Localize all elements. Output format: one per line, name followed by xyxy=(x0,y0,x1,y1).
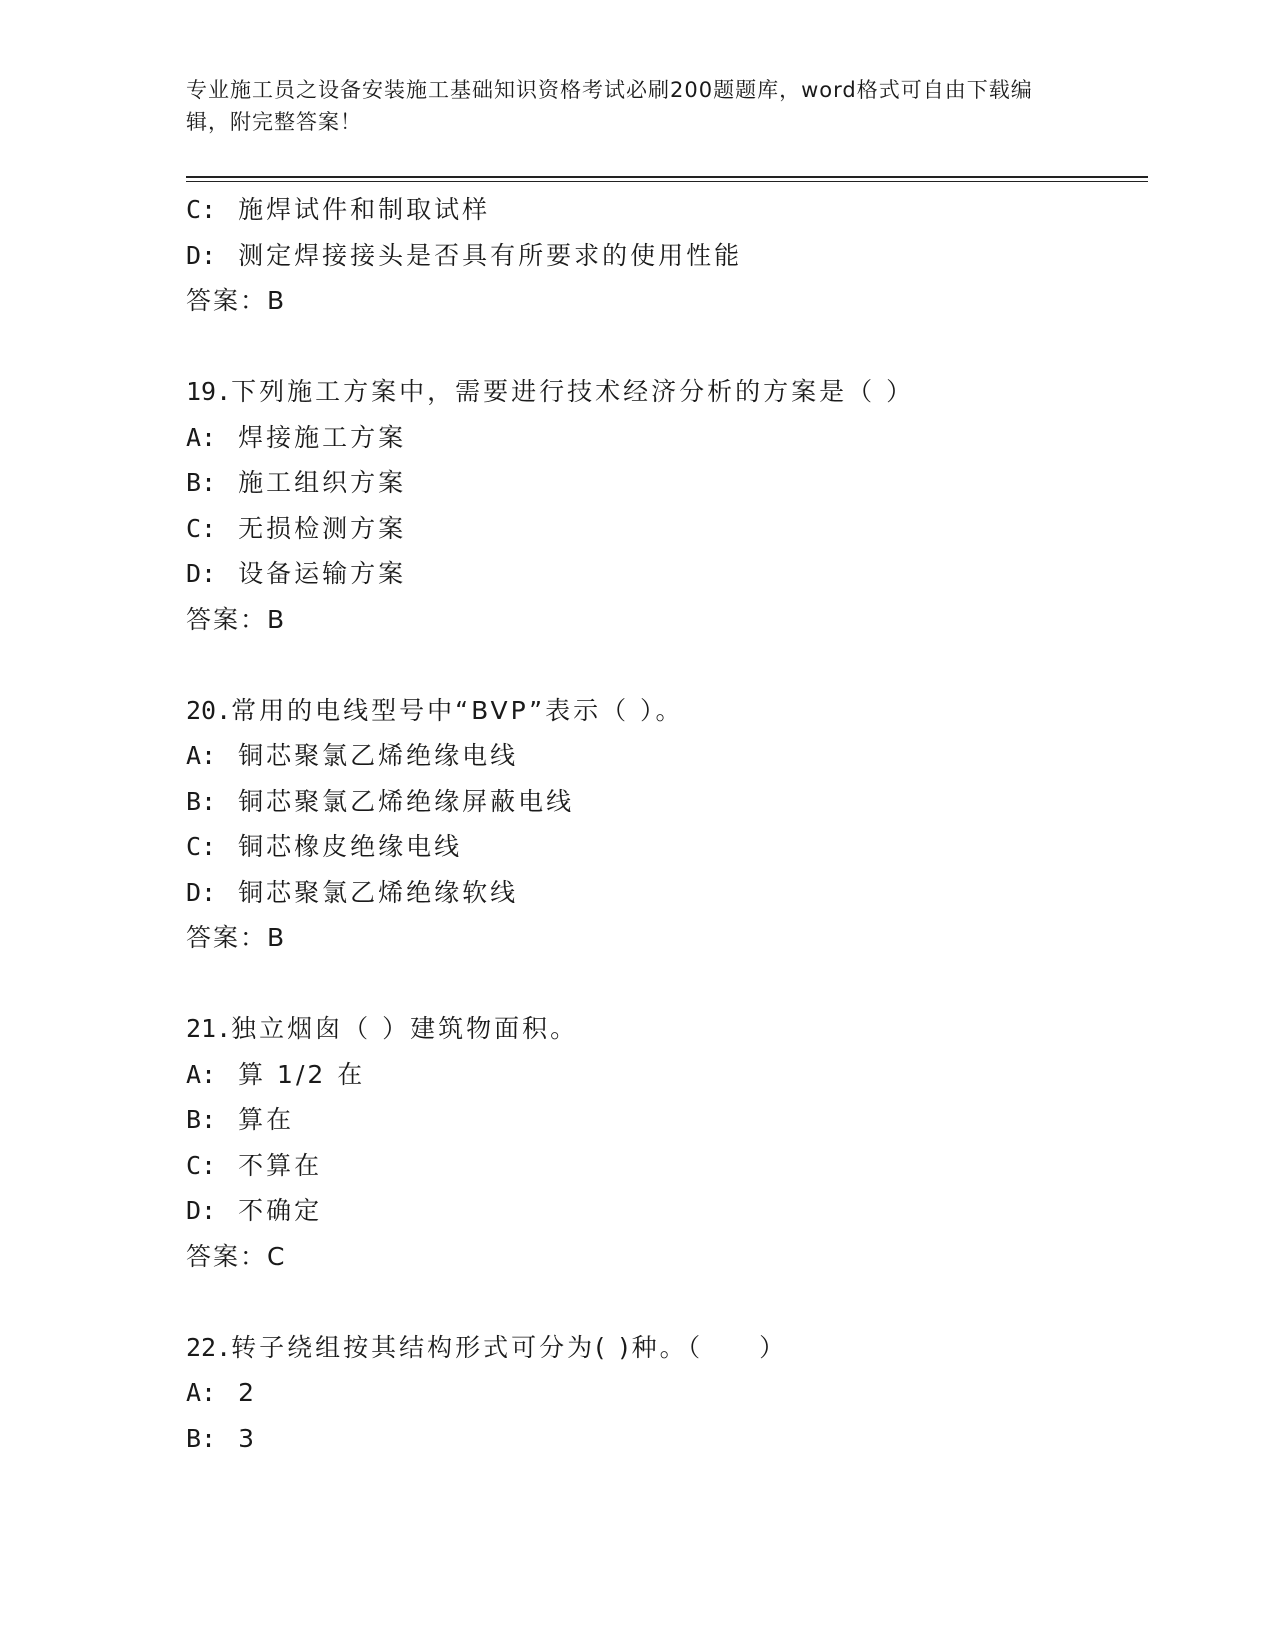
question-number: 20. xyxy=(186,695,232,725)
option-text: 算 1/2 在 xyxy=(238,1059,366,1089)
option-text: 设备运输方案 xyxy=(238,559,407,588)
answer-line: 答案：C xyxy=(186,1241,287,1271)
answer-line: 答案：B xyxy=(186,604,287,634)
option-b xyxy=(186,460,1146,506)
option-a xyxy=(186,415,1146,461)
option-letter: A: xyxy=(186,422,217,452)
question-list xyxy=(186,187,1146,1461)
option-letter: A: xyxy=(186,741,217,770)
answer-line: 答案：B xyxy=(186,923,287,952)
question-number: 19. xyxy=(186,377,232,406)
option-letter: B: xyxy=(186,786,217,816)
option-text: 铜芯聚氯乙烯绝缘屏蔽电线 xyxy=(238,786,575,816)
option-d xyxy=(186,870,1146,916)
question-stem xyxy=(186,369,1146,415)
option-c xyxy=(186,1143,1146,1189)
option-text: 铜芯橡皮绝缘电线 xyxy=(238,832,463,861)
option-c xyxy=(186,506,1146,552)
option-text: 铜芯聚氯乙烯绝缘软线 xyxy=(238,877,519,907)
question-text: 转子绕组按其结构形式可分为( )种。（ ） xyxy=(231,1332,788,1362)
option-text: 无损检测方案 xyxy=(238,513,407,543)
option-text: 不算在 xyxy=(238,1150,323,1180)
answer-line: 答案：B xyxy=(186,286,287,315)
option-c xyxy=(186,187,1146,233)
option-text: 测定焊接接头是否具有所要求的使用性能 xyxy=(238,240,743,270)
header-divider-thick xyxy=(186,176,1148,178)
option-letter: D: xyxy=(186,240,217,270)
option-a xyxy=(186,1370,1146,1416)
option-text: 2 xyxy=(238,1378,258,1407)
question-stem xyxy=(186,1325,1146,1371)
option-b xyxy=(186,1416,1146,1462)
option-text: 焊接施工方案 xyxy=(238,422,407,452)
option-d xyxy=(186,1188,1146,1234)
option-text: 算在 xyxy=(238,1105,295,1134)
option-d xyxy=(186,233,1146,279)
question-text: 常用的电线型号中“BVP”表示（ ）。 xyxy=(231,695,684,725)
option-a xyxy=(186,1052,1146,1098)
option-letter: C: xyxy=(186,832,217,861)
option-letter: C: xyxy=(186,1150,217,1180)
page-header: 专业施工员之设备安装施工基础知识资格考试必刷200题题库，word格式可自由下载编辑，附完整答案！ xyxy=(186,78,1033,134)
question-text: 下列施工方案中，需要进行技术经济分析的方案是（ ） xyxy=(231,377,915,406)
option-letter: A: xyxy=(186,1378,217,1407)
option-text: 施焊试件和制取试样 xyxy=(238,195,491,224)
option-text: 铜芯聚氯乙烯绝缘电线 xyxy=(238,741,519,770)
option-b xyxy=(186,779,1146,825)
header-divider-thin xyxy=(186,181,1148,182)
option-letter: C: xyxy=(186,195,217,224)
option-text: 施工组织方案 xyxy=(238,468,407,497)
option-letter: B: xyxy=(186,468,217,497)
option-letter: B: xyxy=(186,1105,217,1134)
question-number: 21. xyxy=(186,1014,232,1043)
option-d xyxy=(186,551,1146,597)
option-letter: D: xyxy=(186,559,217,588)
question-text: 独立烟囱（ ）建筑物面积。 xyxy=(231,1014,579,1043)
question-number: 22. xyxy=(186,1332,232,1362)
option-letter: D: xyxy=(186,1196,217,1225)
option-letter: A: xyxy=(186,1059,217,1089)
question-stem xyxy=(186,688,1146,734)
option-b xyxy=(186,1097,1146,1143)
question-stem xyxy=(186,1006,1146,1052)
option-text: 3 xyxy=(238,1423,258,1453)
option-letter: C: xyxy=(186,513,217,543)
option-c xyxy=(186,824,1146,870)
option-letter: B: xyxy=(186,1423,217,1453)
option-text: 不确定 xyxy=(238,1196,323,1225)
option-letter: D: xyxy=(186,877,217,907)
option-a xyxy=(186,733,1146,779)
